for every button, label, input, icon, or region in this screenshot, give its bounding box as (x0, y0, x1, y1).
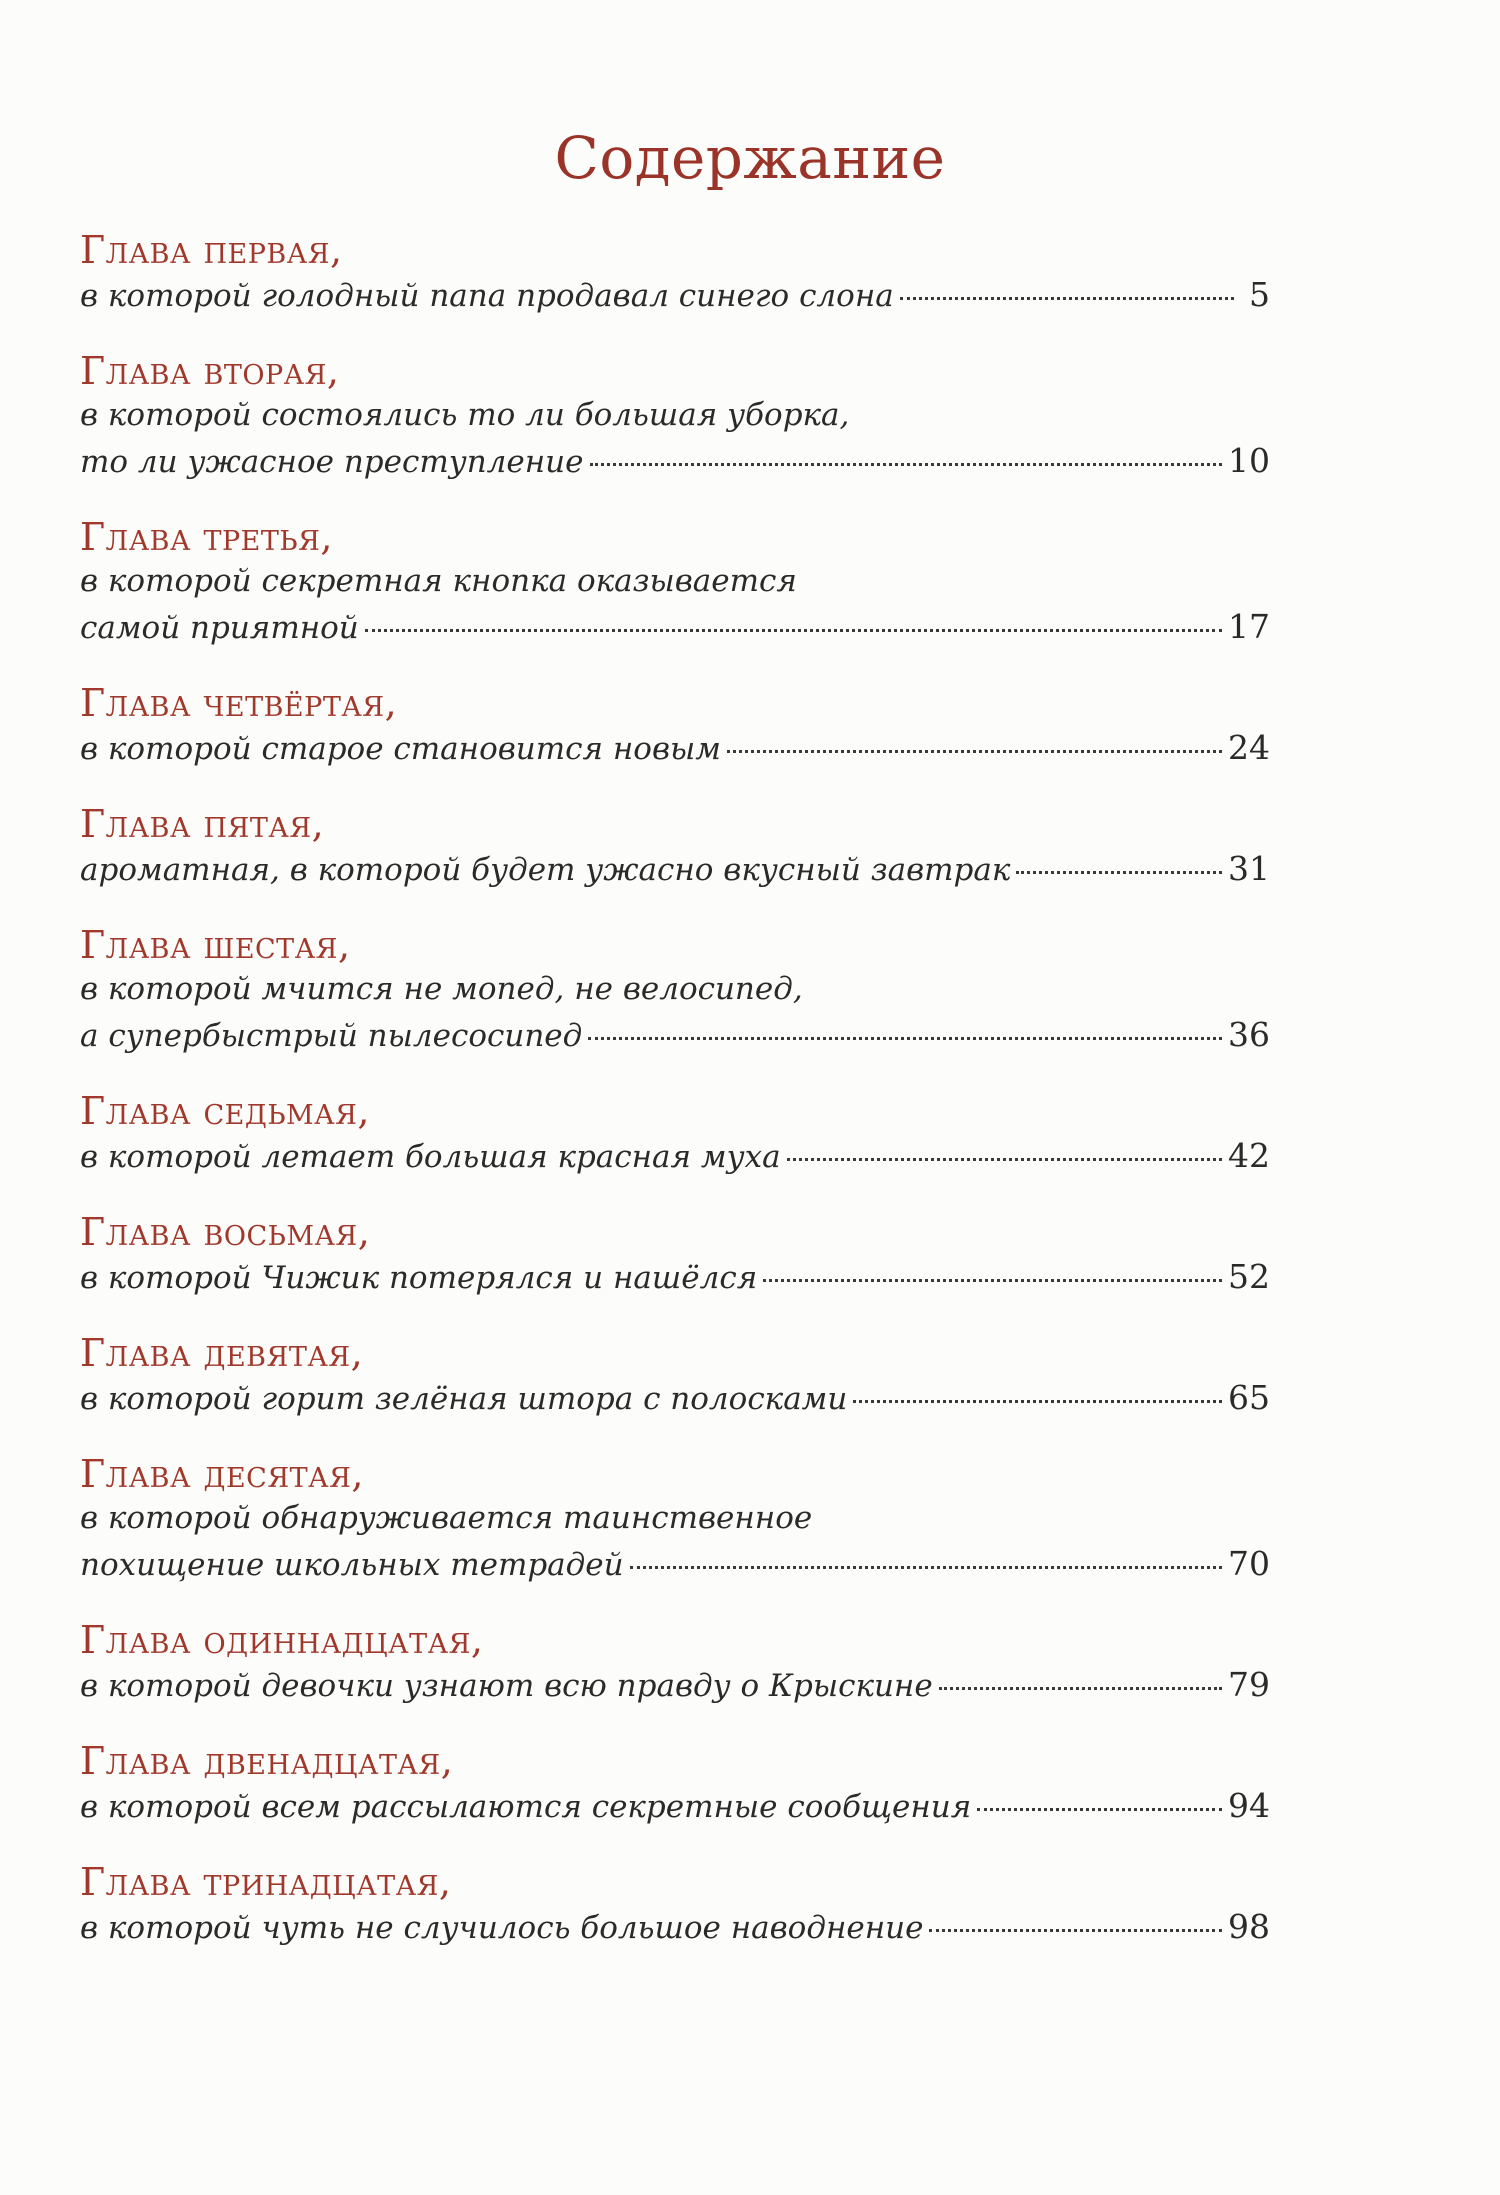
chapter-description-line: в которой мчится не мопед, не велосипед, (80, 971, 803, 1007)
toc-entry[interactable] (80, 923, 1270, 1059)
page-title: Содержание (554, 124, 946, 192)
dot-leader (939, 1687, 1222, 1690)
chapter-description-last-line (80, 846, 1270, 893)
chapter-heading: Глава десятая, (80, 1452, 364, 1496)
chapter-heading: Глава тринадцатая, (80, 1860, 452, 1904)
toc-entry[interactable] (80, 1739, 1270, 1830)
chapter-description-last-line (80, 438, 1270, 485)
toc-entry[interactable] (80, 228, 1270, 319)
chapter-heading: Глава седьмая, (80, 1089, 370, 1133)
toc-entry[interactable] (80, 1860, 1270, 1951)
chapter-description-last-line (80, 1254, 1270, 1301)
chapter-heading: Глава восьмая, (80, 1210, 371, 1254)
chapter-description-text: похищение школьных тетрадей (80, 1547, 624, 1583)
chapter-heading: Глава вторая, (80, 349, 340, 393)
chapter-description-text: а супербыстрый пылесосипед (80, 1018, 583, 1054)
chapter-description-text: то ли ужасное преступление (80, 444, 584, 480)
dot-leader (630, 1566, 1222, 1569)
dot-leader (763, 1279, 1222, 1282)
chapter-description-last-line (80, 1783, 1270, 1830)
dot-leader (1016, 871, 1222, 874)
page-number: 70 (1228, 1544, 1270, 1583)
chapter-heading: Глава первая, (80, 228, 343, 272)
toc-entry[interactable] (80, 349, 1270, 485)
chapter-heading: Глава пятая, (80, 802, 325, 846)
toc-entry[interactable] (80, 1618, 1270, 1709)
chapter-description-last-line (80, 1133, 1270, 1180)
chapter-description-text: в которой девочки узнают всю правду о Крыскине (80, 1668, 933, 1704)
chapter-description-text: в которой старое становится новым (80, 731, 721, 767)
chapter-description-last-line (80, 1662, 1270, 1709)
chapter-description-text: в которой летает большая красная муха (80, 1139, 781, 1175)
chapter-description-line: в которой состоялись то ли большая уборка, (80, 397, 850, 433)
chapter-description-text: ароматная, в которой будет ужасно вкусный завтрак (80, 852, 1011, 888)
page-number: 79 (1228, 1665, 1270, 1704)
chapter-description-text: в которой чуть не случилось большое наводнение (80, 1910, 924, 1946)
page-number: 98 (1228, 1907, 1270, 1946)
chapter-description-text: в которой Чижик потерялся и нашёлся (80, 1260, 758, 1296)
toc-entry[interactable] (80, 1331, 1270, 1422)
dot-leader (727, 750, 1222, 753)
dot-leader (787, 1158, 1222, 1161)
dot-leader (977, 1808, 1222, 1811)
chapter-description-text: в которой горит зелёная штора с полосками (80, 1381, 848, 1417)
chapter-description-last-line (80, 725, 1270, 772)
chapter-description-text: в которой голодный папа продавал синего слона (80, 278, 894, 314)
page-number: 36 (1228, 1015, 1270, 1054)
chapter-heading: Глава девятая, (80, 1331, 364, 1375)
dot-leader (590, 463, 1223, 466)
toc-entry[interactable] (80, 1210, 1270, 1301)
page-number: 52 (1228, 1257, 1270, 1296)
page-number: 17 (1228, 607, 1270, 646)
toc-entry[interactable] (80, 802, 1270, 893)
chapter-description-line: в которой секретная кнопка оказывается (80, 563, 797, 599)
chapter-description-line: в которой обнаруживается таинственное (80, 1500, 813, 1536)
page-number: 10 (1228, 441, 1270, 480)
chapter-heading: Глава четвёртая, (80, 681, 398, 725)
chapter-description-last-line (80, 1541, 1270, 1588)
page-number: 65 (1228, 1378, 1270, 1417)
chapter-heading: Глава третья, (80, 515, 333, 559)
chapter-description-last-line (80, 272, 1270, 319)
dot-leader (588, 1037, 1222, 1040)
chapter-heading: Глава одиннадцатая, (80, 1618, 484, 1662)
page-number: 94 (1228, 1786, 1270, 1825)
chapter-description-last-line (80, 604, 1270, 651)
table-of-contents (80, 228, 1270, 1951)
chapter-heading: Глава шестая, (80, 923, 351, 967)
page-number: 5 (1249, 275, 1270, 314)
page-number: 42 (1228, 1136, 1270, 1175)
dot-leader (853, 1400, 1222, 1403)
chapter-heading: Глава двенадцатая, (80, 1739, 454, 1783)
page-number: 31 (1228, 849, 1270, 888)
toc-entry[interactable] (80, 515, 1270, 651)
chapter-description-last-line (80, 1375, 1270, 1422)
dot-leader (365, 629, 1222, 632)
toc-entry[interactable] (80, 1452, 1270, 1588)
chapter-description-last-line (80, 1012, 1270, 1059)
chapter-description-text: в которой всем рассылаются секретные сообщения (80, 1789, 972, 1825)
page-number: 24 (1228, 728, 1270, 767)
toc-entry[interactable] (80, 1089, 1270, 1180)
dot-leader (929, 1929, 1222, 1932)
dot-leader (900, 297, 1234, 300)
chapter-description-text: самой приятной (80, 610, 359, 646)
toc-entry[interactable] (80, 681, 1270, 772)
chapter-description-last-line (80, 1904, 1270, 1951)
